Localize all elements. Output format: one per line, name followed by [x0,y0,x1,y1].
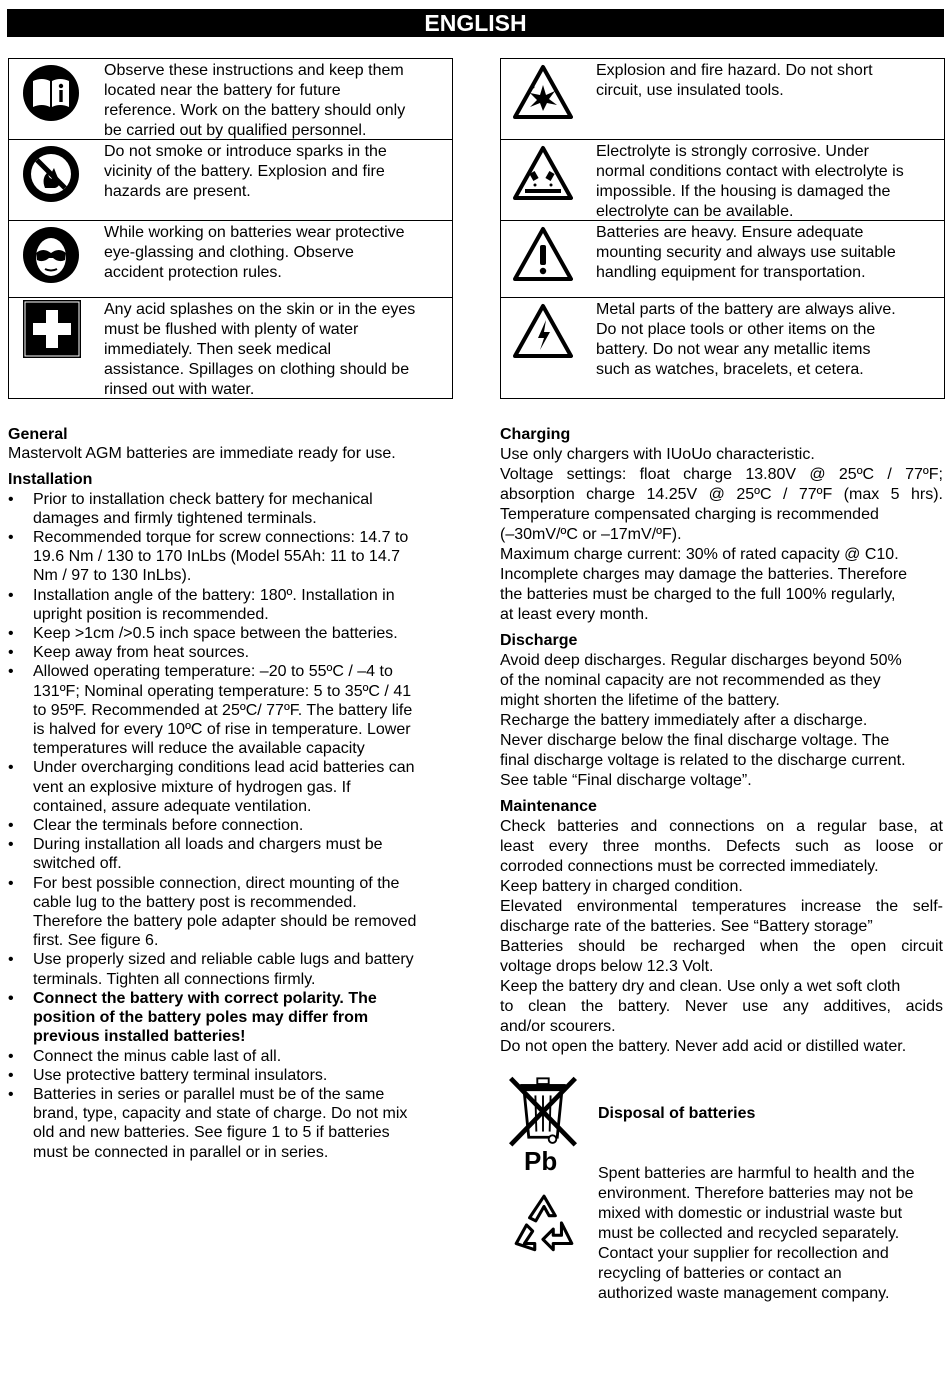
section-heading-charging: Charging [500,426,571,443]
explosion-icon [513,63,573,123]
charging-line: Voltage settings: float charge 13.80V @ 25ºC / 77ºF; [500,466,943,483]
discharge-line: Avoid deep discharges. Regular discharges beyond 50% [500,652,902,669]
warning-row [501,59,944,140]
charging-line: the batteries must be charged to the full 100% regularly, [500,586,896,603]
maintenance-line: least every three months. Defects such as loose or [500,838,943,855]
list-item: • Use protective battery terminal insulators. [8,1066,453,1085]
warning-text: Batteries are heavy. Ensure adequate mounting security and always use suitable handling equipment for transportation. [596,224,896,281]
pb-label: Pb [524,1146,558,1176]
maintenance-line: corroded connections must be corrected immediately. [500,858,879,875]
section-heading-maintenance: Maintenance [500,798,597,815]
warning-row [9,221,452,298]
list-item: • Use properly sized and reliable cable lugs and battery terminals. Tighten all connections firmly. [8,950,453,988]
warning-row [501,221,944,298]
eye-protection-icon [21,225,81,285]
warning-exclamation-icon [513,225,573,285]
charging-line: Temperature compensated charging is recommended [500,506,879,523]
section-heading-disposal: Disposal of batteries [598,1105,756,1122]
first-aid-icon [23,300,83,360]
list-item: • Keep >1cm />0.5 inch space between the batteries. [8,624,453,643]
page-title: ENGLISH [7,9,944,37]
warning-row [9,59,452,140]
warning-text: Any acid splashes on the skin or in the eyes must be flushed with plenty of water immediately. Then seek medical assistance. Spillages on clothing should be rinsed out with water. [104,301,416,398]
warning-table-right [500,58,945,399]
disposal-text: Spent batteries are harmful to health and the environment. Therefore batteries may not be mixed with domestic or industrial waste but must be collected and recycled separately. Contact your supplier for recollection and recycling of batteries or contact an authorized waste management company. [598,1165,915,1302]
list-item: • Recommended torque for screw connections: 14.7 to 19.6 Nm / 130 to 170 InLbs (Model 55Ah: 11 to 14.7 Nm / 97 to 130 InLbs). [8,528,453,586]
general-text: Mastervolt AGM batteries are immediate ready for use. [8,445,396,463]
discharge-line: of the nominal capacity are not recommended as they [500,672,881,689]
warning-table-left [8,58,453,399]
charging-line: absorption charge 14.25V @ 25ºC / 77ºF (max 5 hrs). [500,486,943,503]
warning-text: Electrolyte is strongly corrosive. Under normal conditions contact with electrolyte is impossible. If the housing is damaged the electrolyte can be available. [596,143,904,220]
list-item: • For best possible connection, direct mounting of the cable lug to the battery post is recommended. Therefore the battery pole adapter should be removed first. See figure 6. [8,874,453,951]
maintenance-line: Check batteries and connections on a regular base, at [500,818,943,835]
warning-text: Metal parts of the battery are always alive. Do not place tools or other items on the battery. Do not wear any metallic items such as watches, bracelets, et cetera. [596,301,896,378]
list-item: • Under overcharging conditions lead acid batteries can vent an explosive mixture of hydrogen gas. If contained, assure adequate ventilation. [8,758,453,816]
corrosive-icon [513,144,573,204]
warning-row [9,140,452,221]
recycle-icon [508,1190,580,1262]
disposal-section [598,1064,915,1324]
maintenance-line: Batteries should be recharged when the open circuit [500,938,943,955]
list-item: • Allowed operating temperature: –20 to 55ºC / –4 to 131ºF; Nominal operating temperature: 5 to 35ºC / 41 to 95ºF. Recommended at 25ºC/ 77ºF. The battery life is halved for every 10ºC of rise in temperature. Lower temperatures will reduce the available capacity [8,662,453,758]
section-heading-general: General [8,426,68,443]
warning-text: While working on batteries wear protective eye-glassing and clothing. Observe accident protection rules. [104,224,405,281]
warning-row [501,140,944,221]
electric-hazard-icon [513,302,573,362]
discharge-line: Never discharge below the final discharge voltage. The [500,732,890,749]
charging-line: at least every month. [500,606,649,623]
charging-line: (–30mV/ºC or –17mV/ºF). [500,526,682,543]
maintenance-line: Keep the battery dry and clean. Use only a wet soft cloth [500,978,901,995]
warning-row [9,298,452,399]
list-item: • Installation angle of the battery: 180º. Installation in upright position is recommended. [8,586,453,624]
warning-text: Explosion and fire hazard. Do not short circuit, use insulated tools. [596,62,873,99]
list-item: • Connect the minus cable last of all. [8,1047,453,1066]
list-item: • Batteries in series or parallel must be of the same brand, type, capacity and state of charge. Do not mix old and new batteries. See figure 1 to 5 if batteries must be connected in parallel or in series. [8,1085,453,1162]
maintenance-line: voltage drops below 12.3 Volt. [500,958,714,975]
maintenance-line: discharge rate of the batteries. See “Battery storage” [500,918,873,935]
list-item: • Keep away from heat sources. [8,643,453,662]
discharge-line: final discharge voltage is related to the discharge current. [500,752,906,769]
left-column [8,425,453,1162]
charging-line: Use only chargers with IUoUo characteristic. [500,446,815,463]
maintenance-line: Elevated environmental temperatures increase the self- [500,898,943,915]
right-column [500,425,943,1057]
charging-line: Maximum charge current: 30% of rated capacity @ C10. [500,546,899,563]
maintenance-line: to clean the battery. Never use any additives, acids [500,998,943,1015]
no-smoking-icon [21,144,81,204]
warning-row [501,298,944,399]
discharge-line: See table “Final discharge voltage”. [500,772,752,789]
list-item: • Prior to installation check battery for mechanical damages and firmly tightened terminals. [8,490,453,528]
maintenance-line: and/or scourers. [500,1018,616,1035]
discharge-line: Recharge the battery immediately after a discharge. [500,712,868,729]
installation-list [8,490,453,1162]
list-item: • Clear the terminals before connection. [8,816,453,835]
list-item: • Connect the battery with correct polarity. The position of the battery poles may differ from previous installed batteries! [8,989,453,1047]
discharge-line: might shorten the lifetime of the battery. [500,692,780,709]
warning-text: Do not smoke or introduce sparks in the vicinity of the battery. Explosion and fire hazards are present. [104,143,387,200]
warning-text: Observe these instructions and keep them located near the battery for future reference. Work on the battery should only be carried out by qualified personnel. [104,62,406,139]
maintenance-line: Keep battery in charged condition. [500,878,743,895]
charging-line: Incomplete charges may damage the batteries. Therefore [500,566,908,583]
section-heading-installation: Installation [8,471,93,489]
list-item: • During installation all loads and chargers must be switched off. [8,835,453,873]
manual-info-icon [21,63,81,123]
maintenance-line: Do not open the battery. Never add acid or distilled water. [500,1038,907,1055]
section-heading-discharge: Discharge [500,632,578,649]
